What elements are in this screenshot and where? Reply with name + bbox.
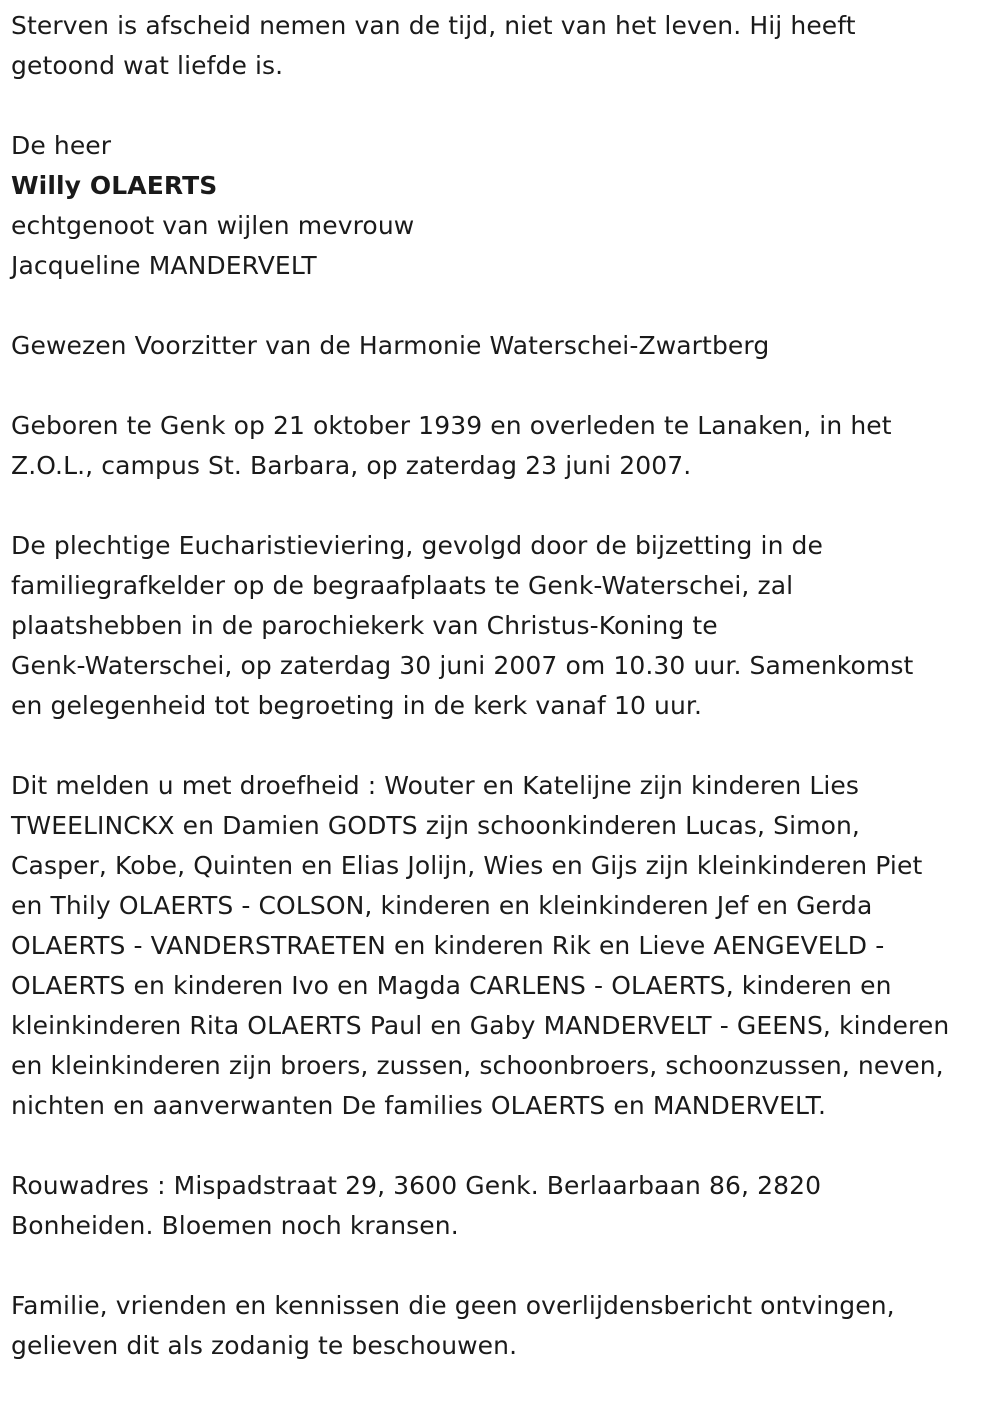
intro-line: getoond wat liefde is. [11,51,284,80]
ceremony-paragraph [11,526,995,726]
ceremony-line: plaatshebben in de parochiekerk van Christus-Koning te [11,611,718,640]
family-line: en kleinkinderen zijn broers, zussen, schoonbroers, schoonzussen, neven, [11,1051,944,1080]
family-line: en Thily OLAERTS - COLSON, kinderen en kleinkinderen Jef en Gerda [11,891,873,920]
spouse-name: Jacqueline MANDERVELT [11,251,317,280]
family-line: kleinkinderen Rita OLAERTS Paul en Gaby MANDERVELT - GEENS, kinderen [11,1011,950,1040]
family-line: OLAERTS en kinderen Ivo en Magda CARLENS - OLAERTS, kinderen en [11,971,892,1000]
ceremony-line: familiegrafkelder op de begraafplaats te Genk-Waterschei, zal [11,571,794,600]
person-relation: echtgenoot van wijlen mevrouw [11,211,415,240]
obituary-document [11,6,995,1366]
intro-line: Sterven is afscheid nemen van de tijd, niet van het leven. Hij heeft [11,11,856,40]
intro-paragraph [11,6,995,86]
family-paragraph [11,766,995,1126]
birth-death-line: Z.O.L., campus St. Barbara, op zaterdag 23 juni 2007. [11,451,692,480]
closing-line: gelieven dit als zodanig te beschouwen. [11,1331,518,1360]
ceremony-line: Genk-Waterschei, op zaterdag 30 juni 2007 om 10.30 uur. Samenkomst [11,651,914,680]
address-line: Rouwadres : Mispadstraat 29, 3600 Genk. Berlaarbaan 86, 2820 [11,1171,822,1200]
family-line: Dit melden u met droefheid : Wouter en Katelijne zijn kinderen Lies [11,771,860,800]
closing-line: Familie, vrienden en kennissen die geen overlijdensbericht ontvingen, [11,1291,895,1320]
birth-death-line: Geboren te Genk op 21 oktober 1939 en overleden te Lanaken, in het [11,411,892,440]
address-line: Bonheiden. Bloemen noch kransen. [11,1211,459,1240]
birth-death-paragraph [11,406,995,486]
family-line: OLAERTS - VANDERSTRAETEN en kinderen Rik en Lieve AENGEVELD - [11,931,885,960]
person-title: De heer [11,131,112,160]
family-line: Casper, Kobe, Quinten en Elias Jolijn, Wies en Gijs zijn kleinkinderen Piet [11,851,923,880]
ceremony-line: De plechtige Eucharistieviering, gevolgd door de bijzetting in de [11,531,824,560]
family-line: nichten en aanverwanten De families OLAERTS en MANDERVELT. [11,1091,827,1120]
address-paragraph [11,1166,995,1246]
person-name: Willy OLAERTS [11,171,218,200]
role-line: Gewezen Voorzitter van de Harmonie Waterschei-Zwartberg [11,331,770,360]
family-line: TWEELINCKX en Damien GODTS zijn schoonkinderen Lucas, Simon, [11,811,860,840]
ceremony-line: en gelegenheid tot begroeting in de kerk vanaf 10 uur. [11,691,703,720]
closing-paragraph [11,1286,995,1366]
